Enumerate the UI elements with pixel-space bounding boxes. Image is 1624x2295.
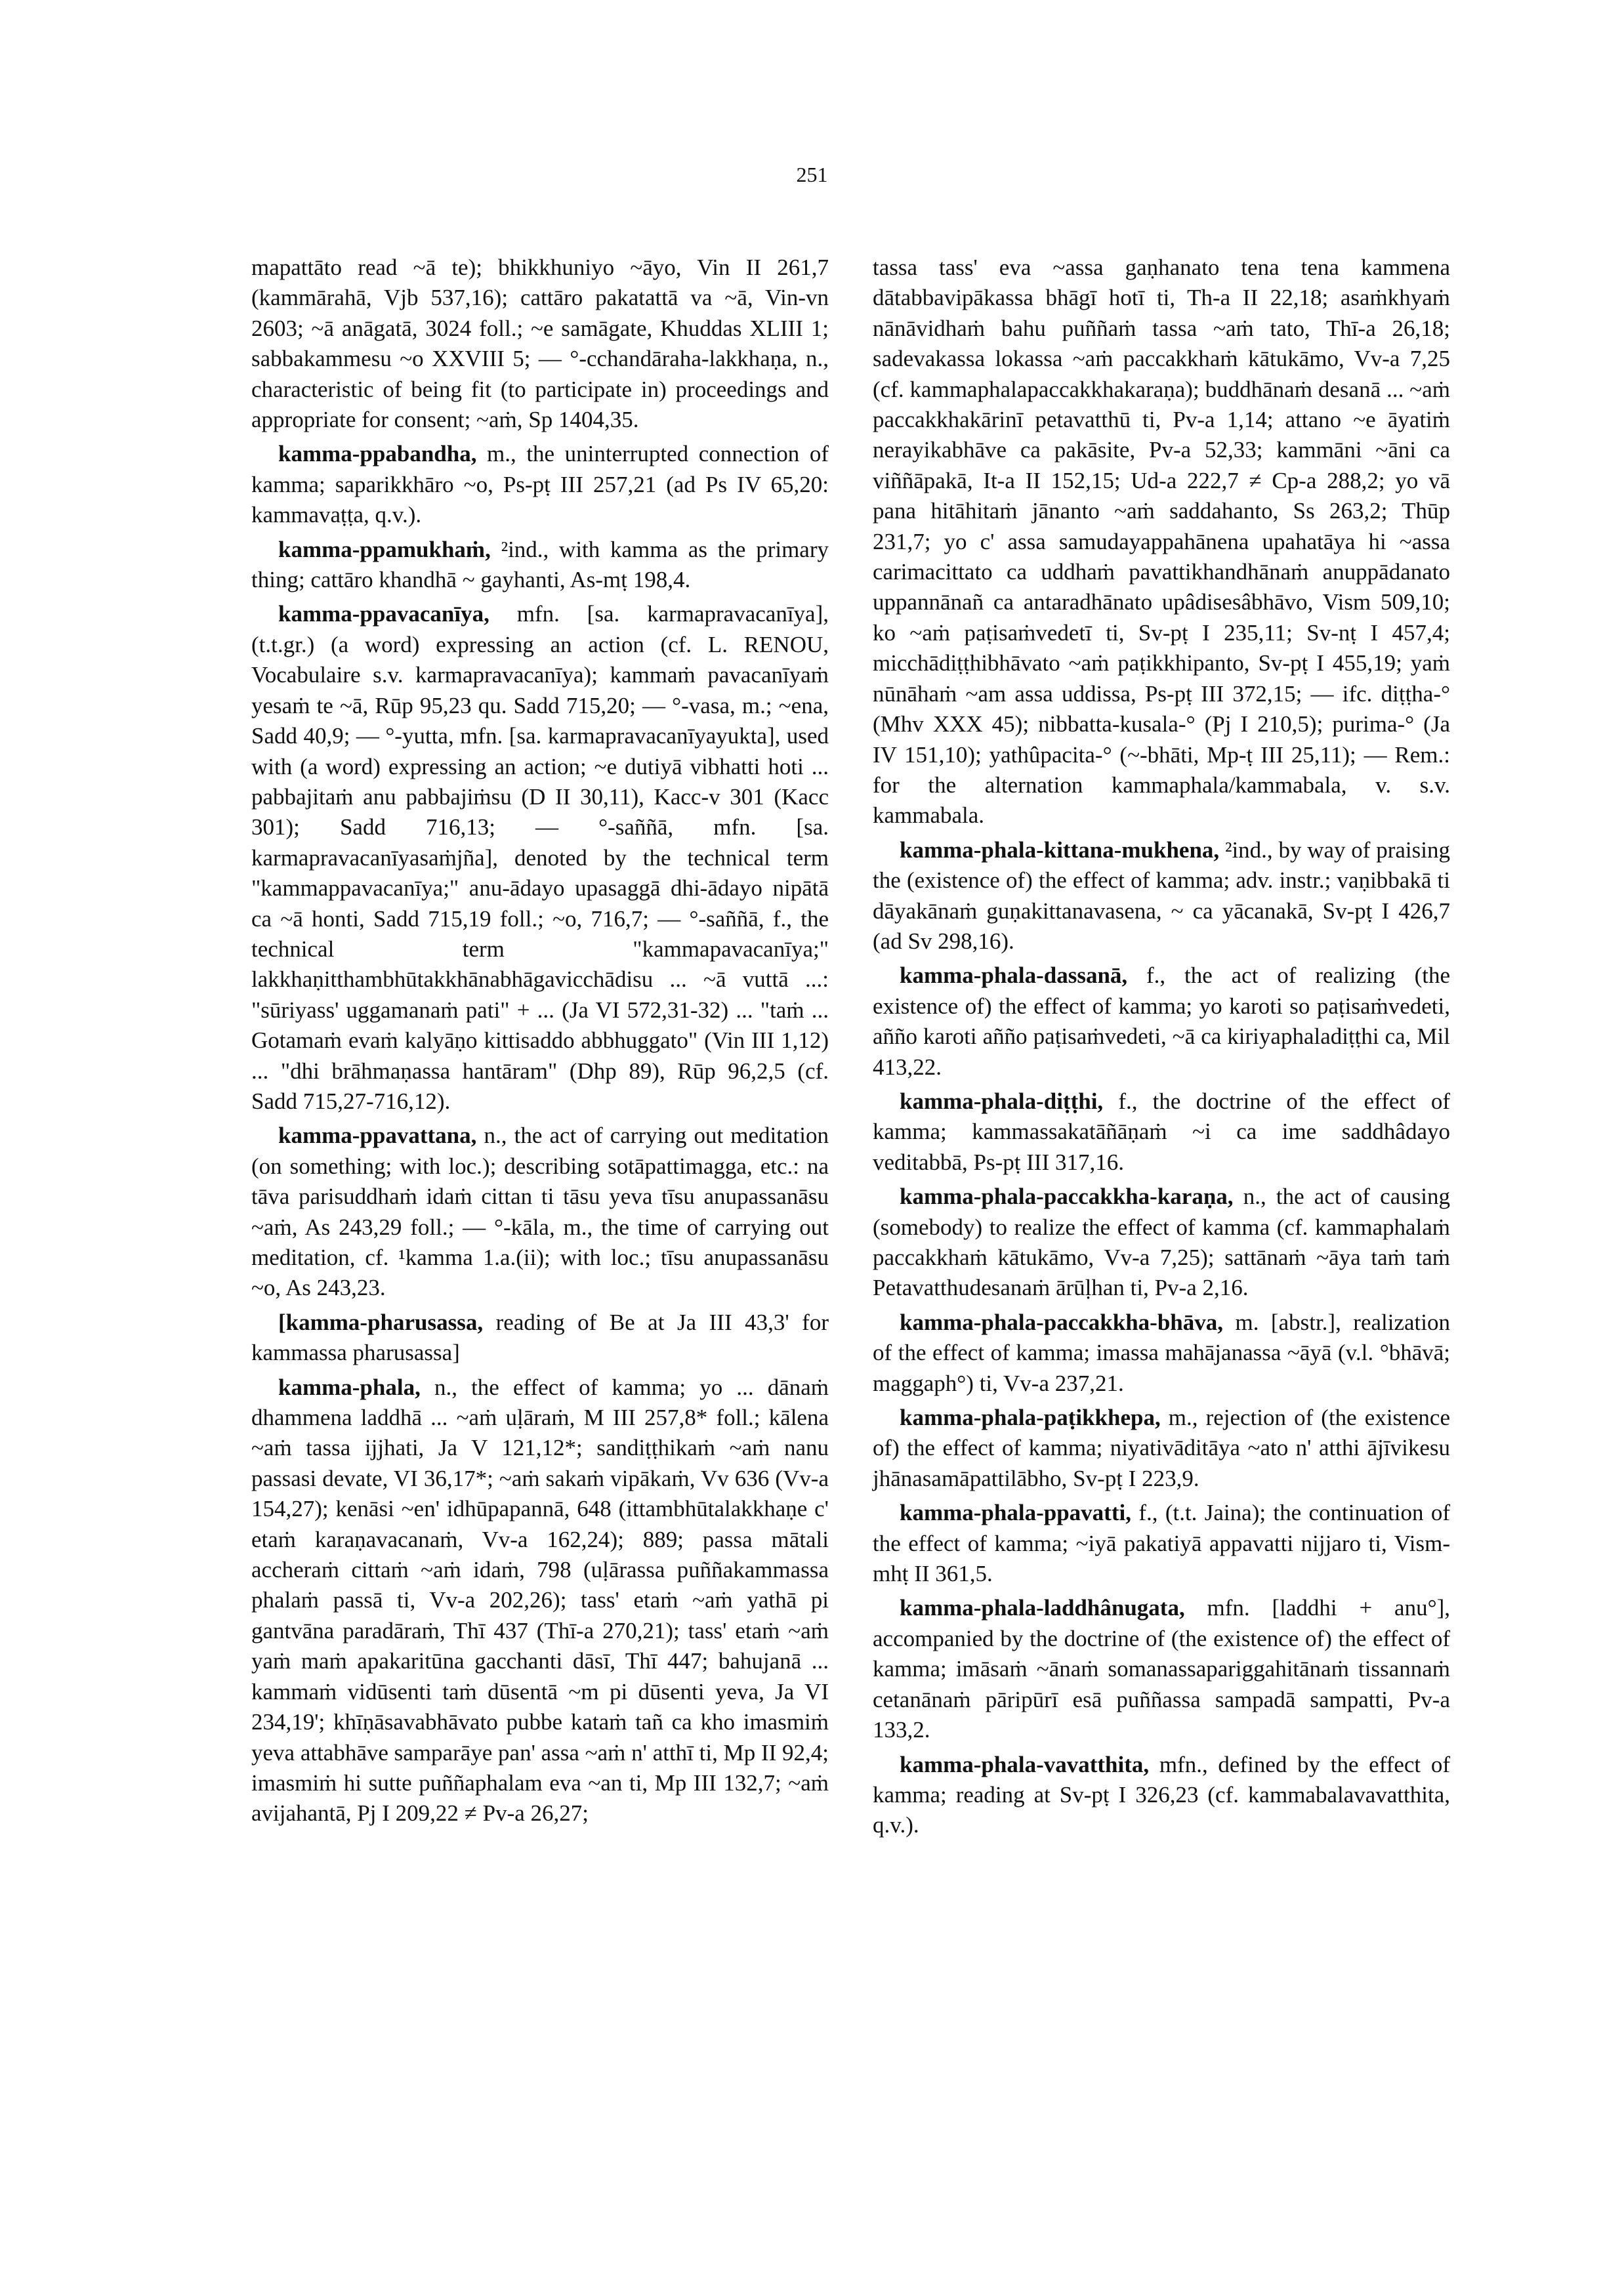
- dictionary-entry: [251, 253, 829, 435]
- dictionary-entry: [873, 835, 1450, 957]
- entry-body: m., rejection of (the existence of) the effect of kamma; niyativāditāya ~ato n' atthi ājīvikesu jhānasamāpattilābho, Sv-pṭ I 223,9.: [873, 1405, 1450, 1491]
- dictionary-entry: [873, 1593, 1450, 1745]
- entry-body: n., the act of causing (somebody) to realize the effect of kamma (cf. kammaphalaṁ paccakkhaṁ kātukāmo, Vv-a 7,25); sattānaṁ ~āya taṁ taṁ Petavatthudesanaṁ ārūḷhan ti, Pv-a 2,16.: [873, 1184, 1450, 1301]
- entry-body: reading of Be at Ja III 43,3' for kammassa pharusassa]: [251, 1309, 829, 1366]
- dictionary-entry: [251, 599, 829, 1117]
- entry-body: n., the effect of kamma; yo ... dānaṁ dhammena laddhā ... ~aṁ uḷāraṁ, M III 257,8* foll.; kālena ~aṁ tassa ijjhati, Ja V 121,12*; sandiṭṭhikaṁ ~aṁ nanu passasi devate, VI 36,17*; ~aṁ sakaṁ vipākaṁ, Vv 636 (Vv-a 154,27); kenāsi ~en' idhūpapannā, 648 (ittambhūtalakkhaṇe c' etaṁ karaṇavacanaṁ, Vv-a 162,24); 889; passa mātali accheraṁ cittaṁ ~aṁ idaṁ, 798 (uḷārassa puññakammassa phalaṁ passā ti, Vv-a 202,26); tass' etaṁ ~aṁ yathā pi gantvāna paradāraṁ, Thī 437 (Thī-a 270,21); tass' etaṁ ~aṁ yaṁ maṁ apakaritūna gacchanti dāsī, Thī 447; bahujanā ... kammaṁ vidūsenti taṁ dūsentā ~m pi dūsenti yeva, Ja VI 234,19'; khīṇāsavabhāvato pubbe kataṁ tañ ca kho imasmiṁ yeva attabhāve samparāye pan' assa ~aṁ n' atthī ti, Mp II 92,4; imasmiṁ hi sutte puññaphalam eva ~an ti, Mp III 132,7; ~aṁ avijahantā, Pj I 209,22 ≠ Pv-a 26,27;: [251, 1374, 829, 1827]
- entry-body: mapattāto read ~ā te); bhikkhuniyo ~āyo, Vin II 261,7 (kammārahā, Vjb 537,16); cattāro pakatattā va ~ā, Vin-vn 2603; ~ā anāgatā, 3024 foll.; ~e samāgate, Khuddas XLIII 1; sabbakammesu ~o XXVIII 5; — °-cchandāraha-lakkhaṇa, n., characteristic of being fit (to participate in) proceedings and appropriate for consent; ~aṁ, Sp 1404,35.: [251, 255, 829, 433]
- entry-headword: kamma-ppavattana,: [278, 1123, 477, 1149]
- dictionary-entry: [873, 961, 1450, 1083]
- entry-headword: kamma-ppabandha,: [278, 441, 477, 467]
- right-column: [873, 253, 1450, 1845]
- dictionary-entry: [251, 439, 829, 530]
- entry-body: f., (t.t. Jaina); the continuation of the effect of kamma; ~iyā pakatiyā appavatti nijjaro ti, Vism-mhṭ II 361,5.: [873, 1500, 1450, 1587]
- dictionary-entry: [251, 1373, 829, 1829]
- entry-body: mfn. [laddhi + anu°], accompanied by the doctrine of (the existence of) the effect of kamma; imāsaṁ ~ānaṁ somanassapariggahitānaṁ tissannaṁ cetanānaṁ pāripūrī esā puññassa sampadā sampatti, Pv-a 133,2.: [873, 1595, 1450, 1743]
- entry-headword: kamma-phala-paccakkha-bhāva,: [900, 1309, 1224, 1335]
- dictionary-entry: [873, 253, 1450, 831]
- entry-body: mfn. [sa. karmapravacanīya], (t.t.gr.) (a word) expressing an action (cf. L. RENOU, Vocabulaire s.v. karmapravacanīya); kammaṁ pavacanīyaṁ yesaṁ te ~ā, Rūp 95,23 qu. Sadd 715,20; — °-vasa, m.; ~ena, Sadd 40,9; — °-yutta, mfn. [sa. karmapravacanīyayukta], used with (a word) expressing an action; ~e dutiyā vibhatti hoti ... pabbajitaṁ anu pabbajiṁsu (D II 30,11), Kacc-v 301 (Kacc 301); Sadd 716,13; — °-saññā, mfn. [sa. karmapravacanīyasaṁjña], denoted by the technical term "kammappavacanīya;" anu-ādayo upasaggā dhi-ādayo nipātā ca ~ā honti, Sadd 715,19 foll.; ~o, 716,7; — °-saññā, f., the technical term "kammapavacanīya;" lakkhaṇitthambhūtakkhānabhāgavicchādisu ... ~ā vuttā ...: "sūriyass' uggamanaṁ pati" + ... (Ja VI 572,31-32) ... "taṁ ... Gotamaṁ evaṁ kalyāṇo kittisaddo abbhuggato" (Vin III 1,12) ... "dhi brāhmaṇassa hantāram" (Dhp 89), Rūp 96,2,5 (cf. Sadd 715,27-716,12).: [251, 601, 829, 1114]
- entry-headword: kamma-phala-vavatthita,: [900, 1751, 1150, 1777]
- entry-body: ²ind., by way of praising the (existence of) the effect of kamma; adv. instr.; vaṇibbakā ti dāyakānaṁ guṇakittanavasena, ~ ca yācanakā, Sv-pṭ I 426,7 (ad Sv 298,16).: [873, 837, 1450, 954]
- entry-headword: kamma-phala-paṭikkhepa,: [900, 1405, 1161, 1431]
- page-number: 251: [796, 163, 828, 186]
- entry-headword: kamma-ppavacanīya,: [278, 601, 489, 627]
- entry-headword: kamma-phala-paccakkha-karaṇa,: [900, 1184, 1234, 1210]
- dictionary-entry: [251, 1121, 829, 1303]
- entry-body: mfn., defined by the effect of kamma; reading at Sv-pṭ I 326,23 (cf. kammabalavavatthita, q.v.).: [873, 1751, 1450, 1838]
- dictionary-entry: [251, 535, 829, 596]
- entry-headword: kamma-phala-diṭṭhi,: [900, 1088, 1104, 1114]
- entry-body: ²ind., with kamma as the primary thing; cattāro khandhā ~ gayhanti, As-mṭ 198,4.: [251, 536, 829, 593]
- entry-headword: kamma-phala-laddhânugata,: [900, 1595, 1185, 1621]
- dictionary-entry: [873, 1182, 1450, 1304]
- entry-body: f., the act of realizing (the existence of) the effect of kamma; yo karoti so paṭisaṁvedeti, añño karoti añño paṭisaṁvedeti, ~ā ca kiriyaphaladiṭṭhi ca, Mil 413,22.: [873, 962, 1450, 1080]
- entry-body: f., the doctrine of the effect of kamma; kammassakatāñāṇaṁ ~i ca ime saddhâdayo veditabbā, Ps-pṭ III 317,16.: [873, 1088, 1450, 1175]
- left-column: [251, 253, 829, 1833]
- entry-body: m. [abstr.], realization of the effect of kamma; imassa mahājanassa ~āyā (v.l. °bhāvā; maggaph°) ti, Vv-a 237,21.: [873, 1309, 1450, 1396]
- entry-body: n., the act of carrying out meditation (on something; with loc.); describing sotāpattimagga, etc.: na tāva parisuddhaṁ idaṁ cittan ti tāsu yeva tīsu anupassanāsu ~aṁ, As 243,29 foll.; — °-kāla, m., the time of carrying out meditation, cf. ¹kamma 1.a.(ii); with loc.; tīsu anupassanāsu ~o, As 243,23.: [251, 1123, 829, 1301]
- dictionary-entry: [873, 1403, 1450, 1494]
- dictionary-entry: [873, 1086, 1450, 1178]
- dictionary-entry: [873, 1498, 1450, 1589]
- entry-headword: kamma-phala-dassanā,: [900, 962, 1128, 989]
- entry-headword: kamma-phala-ppavatti,: [900, 1500, 1131, 1526]
- entry-body: m., the uninterrupted connection of kamma; saparikkhāro ~o, Ps-pṭ III 257,21 (ad Ps IV 65,20: kammavaṭṭa, q.v.).: [251, 441, 829, 528]
- dictionary-entry: [873, 1308, 1450, 1399]
- entry-headword: kamma-ppamukhaṁ,: [278, 536, 491, 562]
- entry-body: tassa tass' eva ~assa gaṇhanato tena tena kammena dātabbavipākassa bhāgī hotī ti, Th-a II 22,18; asaṁkhyaṁ nānāvidhaṁ bahu puññaṁ tassa ~aṁ tato, Thī-a 26,18; sadevakassa lokassa ~aṁ paccakkhaṁ kātukāmo, Vv-a 7,25 (cf. kammaphalapaccakkhakaraṇa); buddhānaṁ desanā ... ~aṁ paccakkhakārinī petavatthū ti, Pv-a 1,14; attano ~e āyatiṁ nerayikabhāve ca pakāsite, Pv-a 52,33; kammāni ~āni ca viññāpakā, It-a II 152,15; Ud-a 222,7 ≠ Cp-a 288,2; yo vā pana hitāhitaṁ jānanto ~aṁ saddahanto, Ss 263,2; Thūp 231,7; yo c' assa samudayappahānena upahatāya hi ~assa carimacittato ca uddhaṁ pavattikhandhānaṁ anuppādanato uppannānañ ca antaradhānato upâdisesâbhāvo, Vism 509,10; ko ~aṁ paṭisaṁvedetī ti, Sv-pṭ I 235,11; Sv-nṭ I 457,4; micchādiṭṭhibhāvato ~aṁ paṭikkhipanto, Sv-pṭ I 455,19; yaṁ nūnāhaṁ ~am assa uddissa, Ps-pṭ III 372,15; — ifc. diṭṭha-° (Mhv XXX 45); nibbatta-kusala-° (Pj I 210,5); purima-° (Ja IV 151,10); yathûpacita-° (~-bhāti, Mp-ṭ III 25,11); — Rem.: for the alternation kammaphala/kammabala, v. s.v. kammabala.: [873, 255, 1450, 829]
- entry-headword: kamma-phala,: [278, 1374, 421, 1400]
- dictionary-entry: [251, 1308, 829, 1369]
- dictionary-entry: [873, 1750, 1450, 1841]
- entry-headword: [kamma-pharusassa,: [278, 1309, 484, 1335]
- entry-headword: kamma-phala-kittana-mukhena,: [900, 837, 1220, 863]
